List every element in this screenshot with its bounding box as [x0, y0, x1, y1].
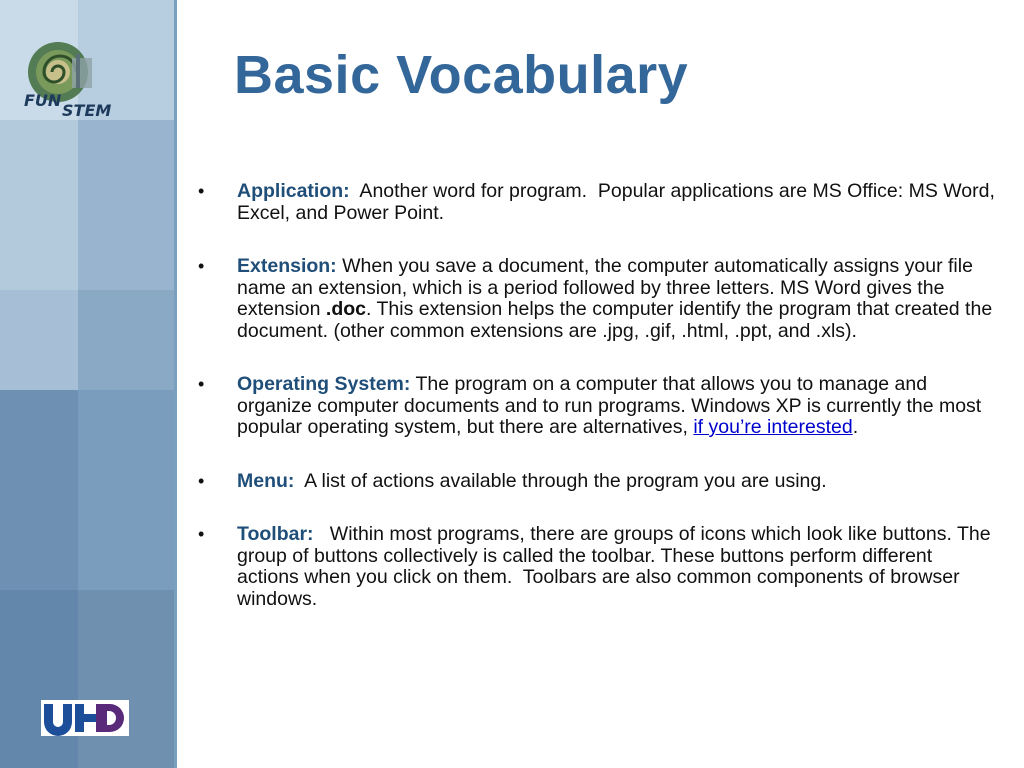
vocabulary-list	[196, 180, 1001, 642]
term-label: Menu:	[237, 469, 295, 492]
bullet-icon: •	[198, 374, 205, 394]
term-definition: Within most programs, there are groups of icons which look like buttons. The group of buttons collectively is called the toolbar. These buttons perform different actions when you click on them. Toolbars are also common components of browser windows.	[237, 523, 997, 610]
term-definition: Another word for program. Popular applications are MS Office: MS Word, Excel, and Power Point.	[237, 180, 1001, 224]
list-item-application	[196, 180, 1001, 224]
uhd-logo	[41, 700, 129, 736]
term-definition-continued: . This extension helps the computer identify the program that created the document. (other common extensions are .jpg, .gif, .html, .ppt, and .xls).	[237, 298, 993, 342]
fun-stem-logo	[22, 32, 112, 124]
term-label: Toolbar:	[237, 523, 314, 545]
sidebar-edge	[174, 0, 177, 768]
term-label: Application:	[237, 180, 350, 202]
term-label: Operating System:	[237, 373, 411, 395]
term-label: Extension:	[237, 255, 337, 277]
bullet-icon: •	[198, 256, 205, 276]
term-definition: A list of actions available through the program you are using.	[294, 469, 827, 492]
slide-title: Basic Vocabulary	[234, 45, 689, 105]
bullet-icon: •	[198, 470, 205, 491]
svg-text:STEM: STEM	[62, 101, 112, 120]
bullet-icon: •	[198, 181, 205, 201]
list-item-toolbar	[196, 524, 996, 610]
bullet-icon: •	[198, 524, 205, 544]
svg-text:FUN: FUN	[24, 91, 62, 110]
list-item-menu	[196, 471, 996, 493]
term-definition: The program on a computer that allows you to manage and organize computer documents and to run programs. Windows XP is currently the most popular operating system, but there are alternatives,	[237, 373, 982, 438]
extension-example: .doc	[325, 298, 366, 320]
term-definition-end: .	[852, 416, 859, 438]
list-item-operating-system	[196, 374, 996, 439]
interested-link[interactable]: if you’re interested	[693, 416, 853, 438]
term-definition: When you save a document, the computer automatically assigns your file name an extension, which is a period followed by three letters. MS Word gives the extension	[237, 255, 973, 320]
list-item-extension	[196, 256, 996, 342]
